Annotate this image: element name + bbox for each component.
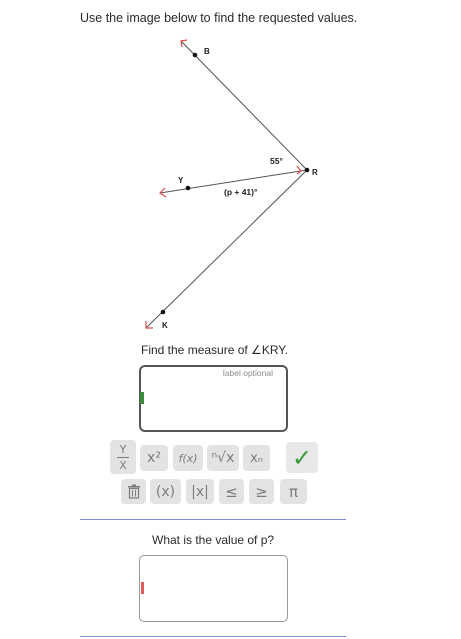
label-y: Y [178,176,184,185]
answer-input-2[interactable] [139,555,288,622]
angle-bottom-label: (p + 41)° [224,187,258,197]
section-divider-1 [80,519,346,520]
label-k: K [162,321,168,330]
angle-top-label: 55° [270,156,283,166]
label-b: B [204,47,210,56]
vertex-mark-r [297,166,301,174]
trash-icon [127,484,141,499]
text-cursor [141,582,144,594]
fraction-bar [117,457,129,458]
exponent-button[interactable]: x² [140,445,168,471]
less-equal-button[interactable]: ≤ [219,479,244,504]
instructions-text: Use the image below to find the requested values. [80,11,358,25]
point-r [305,168,310,173]
text-cursor [140,392,144,404]
label-r: R [312,168,318,177]
fraction-denominator: X [119,458,127,472]
point-k [161,310,166,315]
pi-button[interactable]: π [280,479,307,504]
ray-rb [181,41,307,170]
question-1-text: Find the measure of ∠KRY. [141,343,289,357]
function-button[interactable]: f(x) [173,445,203,471]
trash-button[interactable] [121,479,146,504]
label-optional-hint: label optional [222,368,273,378]
root-button[interactable]: ⁿ√x [207,445,239,471]
answer-input-1[interactable] [139,365,288,432]
point-y [186,186,191,191]
section-divider-2 [80,636,346,637]
parentheses-button[interactable]: (x) [150,479,181,504]
absolute-value-button[interactable]: |x| [186,479,214,504]
check-button[interactable]: ✓ [286,442,318,473]
fraction-numerator: Y [119,442,127,456]
greater-equal-button[interactable]: ≥ [249,479,274,504]
subscript-button[interactable]: xₙ [243,445,270,471]
fraction-button[interactable] [110,440,136,474]
question-2-text: What is the value of p? [152,533,275,547]
point-b [193,53,198,58]
